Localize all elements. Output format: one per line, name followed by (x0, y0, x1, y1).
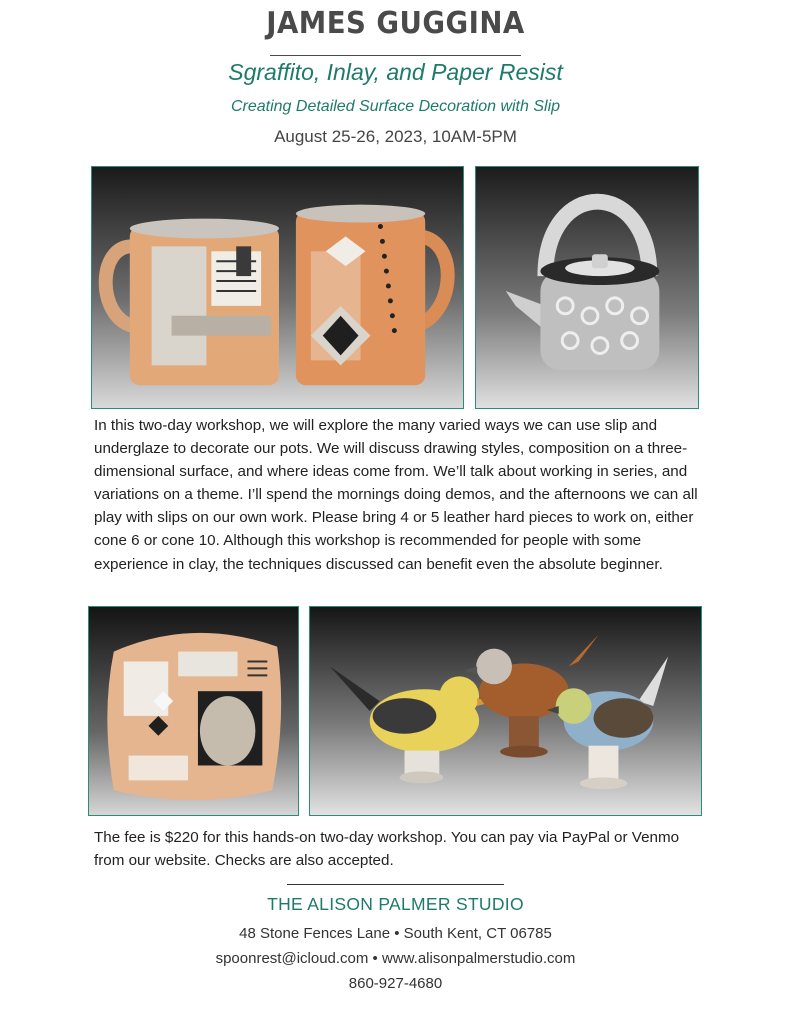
title-divider (270, 55, 521, 56)
fee-info: The fee is $220 for this hands-on two-day workshop. You can pay via PayPal or Venmo from our website. Checks are also accepted. (94, 829, 680, 870)
studio-name: THE ALISON PALMER STUDIO (267, 894, 524, 914)
mugs-illustration (92, 167, 463, 408)
studio-phone: 860-927-4680 (348, 975, 443, 992)
plate-photo (88, 606, 299, 816)
footer-divider (287, 884, 504, 885)
birds-photo (309, 606, 702, 816)
workshop-dates: August 25-26, 2023, 10AM-5PM (274, 127, 517, 146)
workshop-description: In this two-day workshop, we will explore the many varied ways we can use slip and underglaze to decorate our pots. We will discuss drawing styles, composition on a three-dimensional surface, and where ideas come from. We’ll talk about working in series, and variations on a theme. I’ll spend the mornings doing demos, and the afternoons we can all play with slips on our own work. Please bring 4 or 5 leather hard pieces to work on, either cone 6 or cone 10. Although this workshop is recommended for people with some experience in clay, the techniques discussed can benefit even the absolute beginner. (94, 417, 698, 573)
plate-illustration (89, 607, 298, 815)
birds-illustration (310, 607, 701, 815)
teapot-illustration (476, 167, 698, 408)
teapot-photo (475, 166, 699, 409)
studio-contact: spoonrest@icloud.com • www.alisonpalmerstudio.com (215, 950, 576, 967)
workshop-tagline: Creating Detailed Surface Decoration with Slip (230, 98, 561, 115)
page-title: JAMES GUGGINA (266, 6, 525, 41)
workshop-subtitle: Sgraffito, Inlay, and Paper Resist (228, 59, 563, 85)
studio-address: 48 Stone Fences Lane • South Kent, CT 06785 (239, 925, 552, 942)
mugs-photo (91, 166, 464, 409)
